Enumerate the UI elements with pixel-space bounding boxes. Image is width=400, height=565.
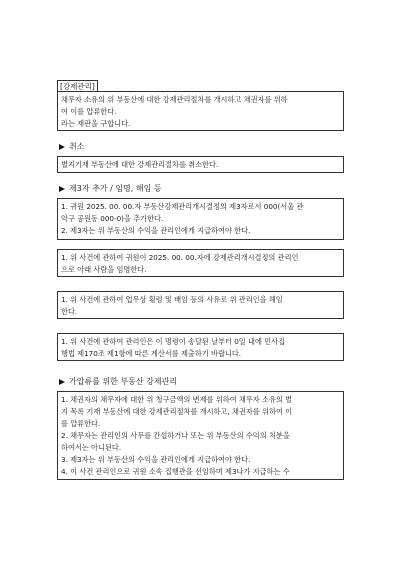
section-heading bbox=[59, 376, 177, 388]
heading-text: 제3자 추가 / 임명, 해임 등 bbox=[69, 184, 162, 193]
section-heading bbox=[59, 183, 162, 195]
section-heading bbox=[59, 141, 84, 153]
text-line: 행법 제170조 제1항에 따른 계산서를 제출하기 바랍니다. bbox=[61, 349, 242, 358]
text-line: 1. 위 사건에 관하여 귀원이 2025. 00. 00.자에 강제관리개시결정의 관리인 bbox=[61, 253, 299, 262]
triangle-bullet-icon bbox=[59, 144, 65, 150]
text-line: 3. 제3자는 위 부동산의 수익을 관리인에게 지급하여야 한다. bbox=[61, 455, 251, 464]
text-line: 1. 귀원 2025. 00. 00.자 부동산강제관리개시결정의 제3자로서 000(서울 관 bbox=[61, 202, 304, 211]
text-box-dismissal bbox=[57, 291, 344, 319]
triangle-bullet-icon bbox=[59, 379, 65, 385]
text-line: 라는 재판을 구합니다. bbox=[61, 119, 131, 128]
text-box-accounting bbox=[57, 333, 344, 361]
text-line: 한다. bbox=[61, 307, 78, 316]
text-line: 하여서는 아니된다. bbox=[61, 443, 122, 452]
text-box-forced-management bbox=[57, 91, 344, 131]
text-line: 지 목록 기재 부동산에 대한 강제관리절차를 개시하고, 채권자를 위하여 이 bbox=[61, 407, 293, 416]
text-line: 1. 채권자의 채무자에 대한 위 청구금액의 변제를 위하여 채무자 소유의 별 bbox=[61, 395, 293, 404]
text-line: 를 압류한다. bbox=[61, 419, 101, 428]
section-tag: [강제관리] bbox=[57, 80, 98, 92]
text-box-third-party bbox=[57, 198, 344, 240]
text-box-appointment bbox=[57, 249, 344, 277]
text-box-provisional-seizure bbox=[57, 391, 344, 480]
text-line: 악구 공원동 000-0)을 추가한다. bbox=[61, 214, 164, 223]
text-box-cancel bbox=[57, 156, 344, 173]
text-line: 별지기재 부동산에 대한 강제관리절차를 취소한다. bbox=[61, 160, 219, 169]
text-line: 여 이를 압류한다. bbox=[61, 107, 117, 116]
text-line: 4. 이 사건 관리인으로 귀원 소속 집행관을 선임하며 제3나가 지급하는 수 bbox=[61, 467, 290, 476]
heading-text: 취소 bbox=[69, 142, 85, 151]
text-line: 채무자 소유의 위 부동산에 대한 강제관리절차를 개시하고 채권자를 위하 bbox=[61, 95, 288, 104]
text-line: 으로 아래 사람을 임명한다. bbox=[61, 265, 147, 274]
heading-text: 가압류를 위한 부동산 강제관리 bbox=[69, 377, 178, 386]
text-line: 1. 위 사건에 관하여 업무상 횡령 및 배임 등의 사유로 위 관리인을 해임 bbox=[61, 295, 283, 304]
triangle-bullet-icon bbox=[59, 186, 65, 192]
text-line: 1. 위 사건에 관하여 관리인은 이 명령이 송달된 날부터 0일 내에 민사집 bbox=[61, 337, 286, 346]
text-line: 2. 제3자는 위 부동산의 수익을 관리인에게 지급하여야 한다. bbox=[61, 226, 251, 235]
text-line: 2. 채무자는 관리인의 사무를 간섭하거나 또는 위 부동산의 수익의 처분을 bbox=[61, 431, 290, 440]
